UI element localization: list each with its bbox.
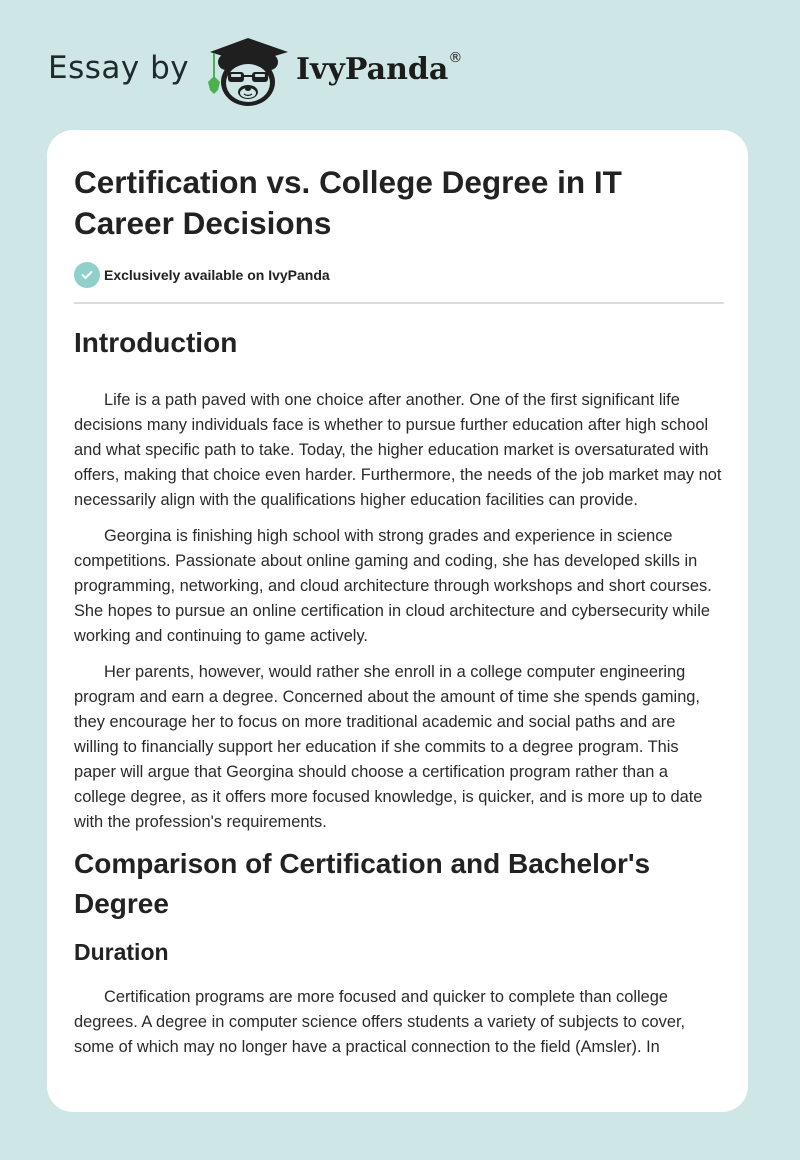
essay-by-label: Essay by — [48, 50, 190, 86]
exclusive-text: Exclusively available on IvyPanda — [104, 267, 330, 283]
exclusive-badge — [74, 262, 330, 288]
brand-name[interactable] — [296, 52, 462, 87]
paragraph: Certification programs are more focused and quicker to complete than college degrees. A degree in computer science offers students a variety of subjects to cover, some of which may no longer have a practical connection to the field (Amsler). In — [74, 988, 686, 1056]
site-header — [0, 0, 800, 120]
registered-mark: ® — [448, 50, 463, 66]
paragraph: Her parents, however, would rather she enroll in a college computer engineering program and earn a degree. Concerned about the amount of time she spends gaming, they encourage her to focus on more traditional academic and social paths and are willing to financially support her education if she commits to a degree program. This paper will argue that Georgina should choose a certification program rather than a college degree, as it offers more focused knowledge, is quicker, and is more up to date with the profession's requirements. — [74, 663, 703, 831]
paragraph: Life is a path paved with one choice after another. One of the first significant life decisions many individuals face is whether to pursue further education after high school and what specific path to take. Today, the higher education market is oversaturated with offers, making that choice even harder. Furthermore, the needs of the job market may not necessarily align with the qualifications higher education facilities can provide. — [74, 391, 722, 509]
brand-text: IvyPanda — [296, 52, 449, 87]
subsection-heading-duration: Duration — [74, 939, 169, 965]
essay-body — [74, 323, 724, 1060]
check-circle-icon — [74, 262, 100, 288]
section-heading-introduction: Introduction — [74, 327, 238, 358]
essay-card — [47, 130, 748, 1112]
paragraph: Georgina is finishing high school with strong grades and experience in science competitions. Passionate about online gaming and coding, she has developed skills in programming, networking, and cloud architecture through workshops and short courses. She hopes to pursue an online certification in cloud architecture and cybersecurity while working and continuing to game actively. — [74, 527, 712, 645]
essay-title: Certification vs. College Degree in IT Career Decisions — [74, 164, 622, 241]
divider — [74, 302, 724, 304]
section-heading-comparison: Comparison of Certification and Bachelor's Degree — [74, 848, 651, 919]
panda-graduate-logo-icon[interactable] — [202, 36, 294, 108]
